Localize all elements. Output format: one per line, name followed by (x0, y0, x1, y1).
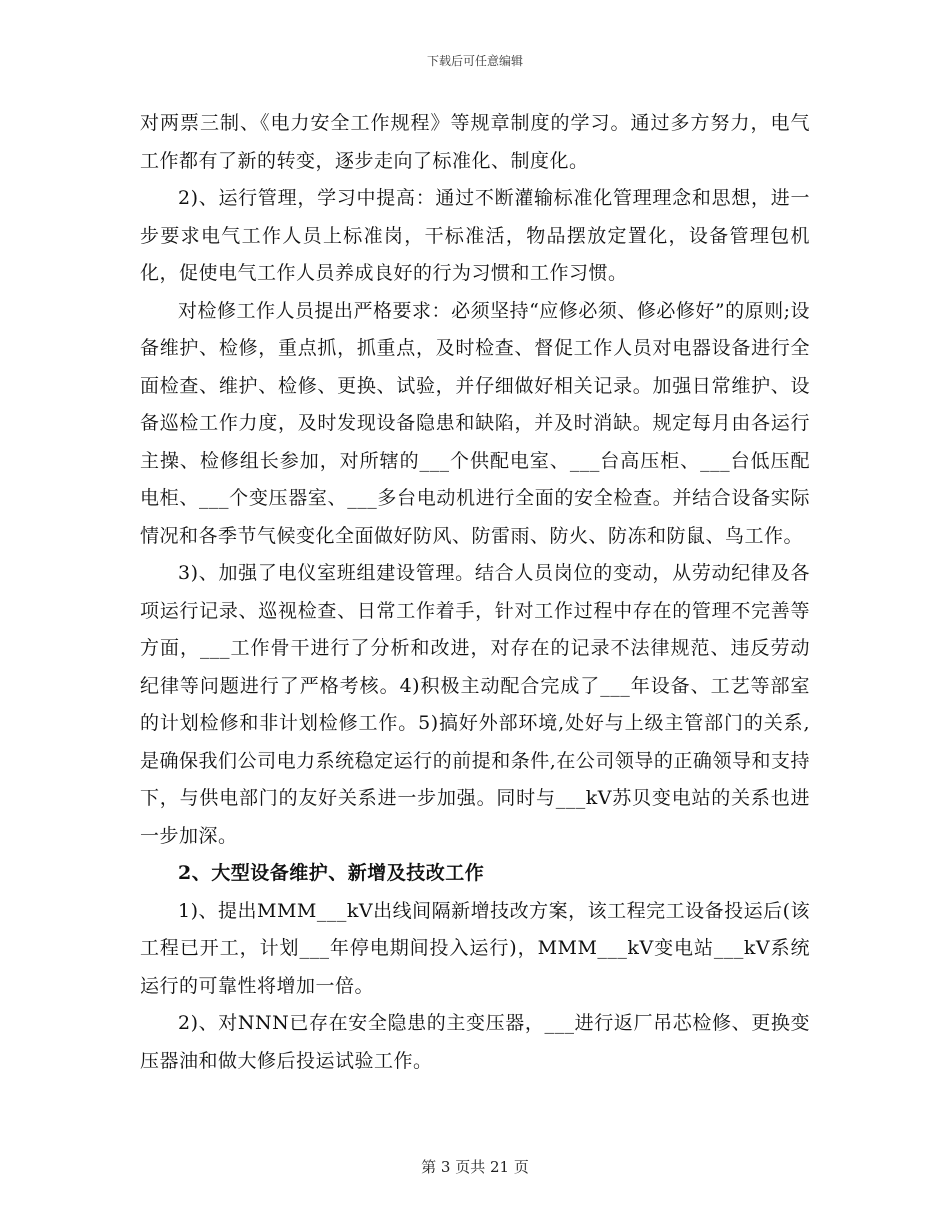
paragraph-retrofit-plan: 1)、提出MMM___kV出线间隔新增技改方案，该工程完工设备投运后(该工程已开工，计划___年停电期间投入运行)，MMM___kV变电站___kV系统运行的可靠性将增加一倍。 (140, 899, 811, 997)
paragraph-operation-management: 2)、运行管理，学习中提高：通过不断灌输标准化管理理念和思想，进一步要求电气工作人员上标准岗，干标准活，物品摆放定置化，设备管理包机化，促使电气工作人员养成良好的行为习惯和工作习惯。 (140, 187, 810, 284)
page-header: 下载后可任意编辑 (426, 54, 523, 68)
paragraph-transformer-overhaul: 2)、对NNN已存在安全隐患的主变压器，___进行返厂吊芯检修、更换变压器油和做大修后投运试验工作。 (140, 1012, 810, 1072)
paragraph-maintenance-requirements: 对检修工作人员提出严格要求：必须坚持“应修必须、修必修好”的原则;设备维护、检修，重点抓，抓重点，及时检查、督促工作人员对电器设备进行全面检查、维护、检修、更换、试验，并仔细做好相关记录。加强日常维护、设备巡检工作力度，及时发现设备隐患和缺陷，并及时消缺。规定每月由各运行主操、检修组长参加，对所辖的___个供配电室、___台高压柜、___台低压配电柜、___个变压器室、___多台电动机进行全面的安全检查。并结合设备实际情况和各季节气候变化全面做好防风、防雷雨、防火、防冻和防鼠、鸟工作。 (140, 299, 810, 547)
paragraph-regulations: 对两票三制、《电力安全工作规程》等规章制度的学习。通过多方努力，电气工作都有了新的转变，逐步走向了标准化、制度化。 (140, 112, 810, 172)
document-body (140, 105, 810, 1080)
section-heading: 2、大型设备维护、新增及技改工作 (178, 862, 485, 884)
page-footer: 第 3 页共 21 页 (421, 1158, 529, 1176)
paragraph-team-building: 3)、加强了电仪室班组建设管理。结合人员岗位的变动，从劳动纪律及各项运行记录、巡视检查、日常工作着手，针对工作过程中存在的管理不完善等方面，___工作骨干进行了分析和改进，对存在的记录不法律规范、违反劳动纪律等问题进行了严格考核。4)积极主动配合完成了___年设备、工艺等部室的计划检修和非计划检修工作。5)搞好外部环境,处好与上级主管部门的关系,是确保我们公司电力系统稳定运行的前提和条件,在公司领导的正确领导和支持下，与供电部门的友好关系进一步加强。同时与___kV苏贝变电站的关系也进一步加深。 (140, 562, 810, 847)
